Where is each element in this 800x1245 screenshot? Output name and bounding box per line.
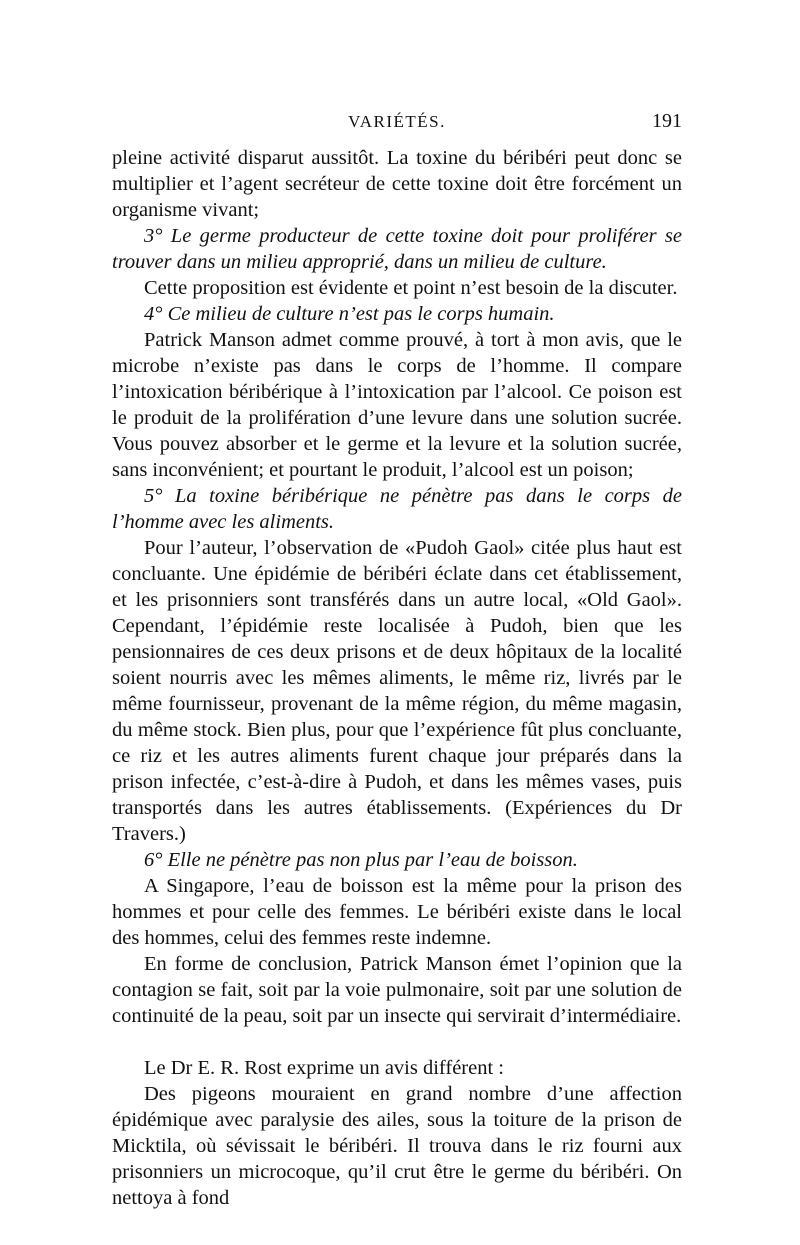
- paragraph-gap: [112, 1029, 682, 1055]
- numbered-heading: 6° Elle ne pénètre pas non plus par l’eau de boisson.: [144, 849, 578, 871]
- page-number: 191: [652, 110, 682, 132]
- numbered-heading: 3° Le germe producteur de cette toxine doit pour proliférer se trouver dans un milieu approprié, dans un milieu de culture.: [112, 225, 682, 273]
- numbered-heading: 5° La toxine béribérique ne pénètre pas dans le corps de l’homme avec les aliments.: [112, 485, 682, 533]
- numbered-heading: 4° Ce milieu de culture n’est pas le corps humain.: [144, 303, 555, 325]
- running-title: VARIÉTÉS.: [348, 112, 446, 131]
- paragraph: Des pigeons mouraient en grand nombre d’une affection épidémique avec paralysie des ailes, sous la toiture de la prison de Micktila, où sévissait le béribéri. Il trouva dans le riz fourni aux prisonniers un microcoque, qu’il crut être le germe du béribéri. On nettoya à fond: [112, 1083, 682, 1209]
- running-head: [112, 112, 682, 142]
- paragraph: En forme de conclusion, Patrick Manson émet l’opinion que la contagion se fait, soit par la voie pulmonaire, soit par une solution de continuité de la peau, soit par un insecte qui servirait d’intermédiaire.: [112, 953, 682, 1027]
- paragraph: Pour l’auteur, l’observation de «Pudoh Gaol» citée plus haut est concluante. Une épidémie de béribéri éclate dans cet établissement, et les prisonniers sont transférés dans un autre local, «Old Gaol». Cependant, l’épidémie reste localisée à Pudoh, bien que les pensionnaires de ces deux prisons et de deux hôpitaux de la localité soient nourris avec les mêmes aliments, le même riz, livrés par le même fournisseur, provenant de la même région, du même magasin, du même stock. Bien plus, pour que l’expérience fût plus concluante, ce riz et les autres aliments furent chaque jour préparés dans la prison infectée, c’est-à-dire à Pudoh, et dans les mêmes vases, puis transportés dans les autres établissements. (Expériences du Dr Travers.): [112, 537, 682, 845]
- paragraph: A Singapore, l’eau de boisson est la même pour la prison des hommes et pour celle des femmes. Le béribéri existe dans le local des hommes, celui des femmes reste indemne.: [112, 875, 682, 949]
- paragraph: Le Dr E. R. Rost exprime un avis différent :: [144, 1057, 505, 1079]
- paragraph: Cette proposition est évidente et point n’est besoin de la discuter.: [144, 277, 678, 299]
- body-text: [112, 145, 682, 1211]
- paragraph: Patrick Manson admet comme prouvé, à tort à mon avis, que le microbe n’existe pas dans le corps de l’homme. Il compare l’intoxication béribérique à l’intoxication par l’alcool. Ce poison est le produit de la prolifération d’une levure dans une solution sucrée. Vous pouvez absorber et le germe et la levure et la solution sucrée, sans inconvénient; et pourtant le produit, l’alcool est un poison;: [112, 329, 682, 481]
- paragraph: pleine activité disparut aussitôt. La toxine du béribéri peut donc se multiplier et l’agent secréteur de cette toxine doit être forcément un organisme vivant;: [112, 147, 682, 221]
